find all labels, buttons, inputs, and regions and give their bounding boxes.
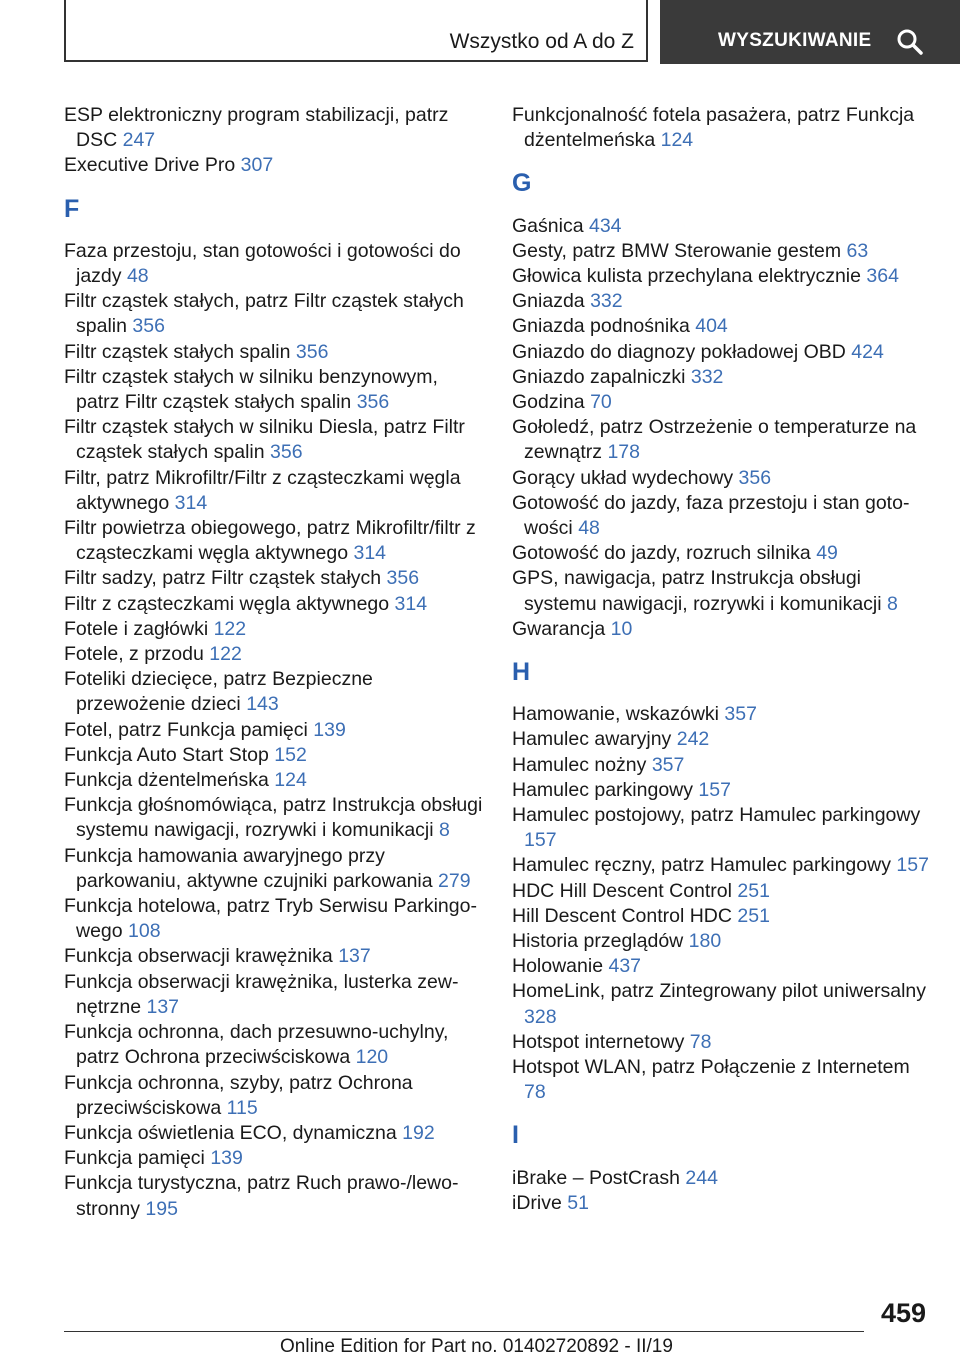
index-entry	[512, 1166, 932, 1191]
index-entry-page-link[interactable]: 356	[386, 567, 420, 590]
index-entry-page-link[interactable]: 120	[355, 1046, 389, 1069]
index-entry	[64, 1071, 484, 1121]
index-entry-text: Hamulec awaryjny	[512, 728, 672, 751]
index-entry-page-link[interactable]: 143	[246, 693, 279, 716]
index-entry-text: Fotele, z przodu	[64, 643, 204, 666]
index-entry-text: Gniazda podnośnika	[512, 315, 690, 338]
index-entry	[64, 239, 484, 289]
index-entry-page-link[interactable]: 434	[588, 214, 622, 237]
index-entry-text: Gniazdo do diagnozy pokładowej OBD	[512, 340, 846, 363]
index-entry-text: Filtr z cząsteczkami węgla aktywnego	[64, 592, 390, 615]
index-entry-page-link[interactable]: 356	[295, 340, 329, 363]
index-entry-text: Funkcja hamowania awaryjnego przy parkowaniu, aktywne czujniki parkowania	[64, 844, 433, 892]
index-entry-page-link[interactable]: 70	[590, 391, 612, 414]
index-entry-page-link[interactable]: 424	[851, 340, 884, 363]
index-entry-page-link[interactable]: 51	[567, 1191, 589, 1214]
index-entry	[512, 415, 932, 465]
index-entry	[512, 491, 932, 541]
index-entry	[64, 970, 484, 1020]
index-entry	[64, 566, 484, 591]
index-entry-page-link[interactable]: 122	[209, 643, 242, 666]
index-entry	[512, 264, 932, 289]
index-entry-page-link[interactable]: 78	[524, 1081, 546, 1104]
index-entry-text: Historia przeglądów	[512, 930, 684, 953]
index-entry-page-link[interactable]: 357	[651, 753, 685, 776]
index-entry-page-link[interactable]: 124	[660, 129, 694, 152]
index-entry	[512, 617, 932, 642]
index-entry-text: Funkcja hotelowa, patrz Tryb Serwisu Parkingowego	[64, 895, 477, 943]
search-tab[interactable]	[660, 0, 960, 64]
index-entry	[512, 979, 932, 1029]
header-section-tab[interactable]	[64, 0, 648, 62]
index-entry	[512, 390, 932, 415]
index-entry	[512, 103, 932, 153]
index-entry-page-link[interactable]: 437	[608, 955, 642, 978]
index-entry-page-link[interactable]: 332	[590, 290, 623, 313]
index-entry-page-link[interactable]: 180	[688, 930, 722, 953]
index-entry	[64, 153, 484, 178]
index-entry-text: Gniazda	[512, 290, 585, 313]
index-entry-page-link[interactable]: 251	[737, 904, 770, 927]
search-label: WYSZUKIWANIE	[718, 30, 872, 51]
index-entry	[64, 289, 484, 339]
index-entry-page-link[interactable]: 122	[213, 617, 247, 640]
index-entry	[64, 103, 484, 153]
index-entry-text: Gwarancja	[512, 617, 606, 640]
index-entry	[64, 894, 484, 944]
index-entry-page-link[interactable]: 115	[226, 1096, 258, 1119]
index-entry	[64, 1171, 484, 1221]
index-entry-text: Hotspot WLAN, patrz Połączenie z Internetem	[512, 1056, 910, 1079]
index-entry-page-link[interactable]: 8	[439, 819, 450, 842]
index-entry	[64, 516, 484, 566]
index-entry-text: Foteliki dziecięce, patrz Bezpieczne przewożenie dzieci	[64, 668, 373, 716]
index-entry-text: Gniazdo zapalniczki	[512, 365, 686, 388]
index-entry	[512, 239, 932, 264]
index-entry	[512, 904, 932, 929]
index-entry	[512, 803, 932, 853]
index-entry	[64, 1020, 484, 1070]
index-entry	[512, 853, 932, 878]
index-entry-text: Funkcja oświetlenia ECO, dynamiczna	[64, 1121, 397, 1144]
index-entry-text: Hamulec postojowy, patrz Hamulec parkingowy	[512, 804, 921, 827]
index-entry-text: Filtr sadzy, patrz Filtr cząstek stałych	[64, 567, 382, 590]
index-entry-text: iDrive	[512, 1191, 562, 1214]
index-entry	[512, 1030, 932, 1055]
index-entry-text: Hotspot internetowy	[512, 1030, 685, 1053]
index-entry	[512, 314, 932, 339]
index-entry-text: iBrake – PostCrash	[512, 1166, 680, 1189]
index-entry-page-link[interactable]: 314	[394, 592, 428, 615]
index-entry-text: Gołoledź, patrz Ostrzeżenie o temperaturze na zewnątrz	[512, 416, 917, 464]
search-icon	[896, 28, 924, 56]
index-entry-text: Holowanie	[512, 955, 604, 978]
index-entry-page-link[interactable]: 108	[128, 920, 161, 943]
index-entry-page-link[interactable]: 178	[607, 441, 640, 464]
index-letter-heading: H	[512, 658, 531, 687]
page-number: 459	[880, 1298, 926, 1328]
index-entry-text: Gotowość do jazdy, rozruch silnika	[512, 542, 811, 565]
index-entry-text: HDC Hill Descent Control	[512, 879, 732, 902]
index-entry-text: Hamowanie, wskazówki	[512, 703, 719, 726]
index-entry-page-link[interactable]: 244	[685, 1166, 718, 1189]
index-letter-heading: I	[512, 1121, 519, 1150]
index-entry	[512, 214, 932, 239]
index-entry-text: Funkcja obserwacji krawężnika, lusterka zewnętrzne	[64, 970, 459, 1018]
index-letter-heading: F	[64, 194, 80, 223]
index-entry	[512, 1191, 932, 1216]
index-entry	[64, 718, 484, 743]
index-entry-text: Filtr cząstek stałych w silniku Diesla, patrz Filtr cząstek stałych spalin	[64, 416, 465, 464]
index-entry-text: Hill Descent Control HDC	[512, 904, 732, 927]
index-entry	[512, 702, 932, 727]
index-entry	[512, 466, 932, 491]
index-entry	[64, 944, 484, 969]
index-entry	[64, 768, 484, 793]
index-entry-page-link[interactable]: 192	[402, 1121, 435, 1144]
index-entry-text: Fotele i zagłówki	[64, 617, 209, 640]
index-entry-text: Filtr cząstek stałych spalin	[64, 340, 291, 363]
index-entry-text: Filtr cząstek stałych, patrz Filtr cząstek stałych spalin	[64, 290, 464, 338]
index-entry-text: Filtr, patrz Mikrofiltr/Filtr z cząsteczkami węgla aktywnego	[64, 466, 461, 514]
index-column-right	[512, 103, 932, 1216]
index-entry	[64, 667, 484, 717]
index-entry-text: Gorący układ wydechowy	[512, 466, 734, 489]
index-entry-text: Gesty, patrz BMW Sterowanie gestem	[512, 239, 842, 262]
index-entry-page-link[interactable]: 251	[737, 879, 770, 902]
index-entry-page-link[interactable]: 157	[524, 829, 557, 852]
index-entry-page-link[interactable]: 152	[274, 743, 307, 766]
index-entry-text: GPS, nawigacja, patrz Instrukcja obsługi systemu nawigacji, rozrywki i komunikacji	[512, 567, 882, 615]
index-entry-page-link[interactable]: 279	[438, 869, 471, 892]
index-entry-text: Funkcja obserwacji krawężnika	[64, 945, 333, 968]
index-entry-page-link[interactable]: 356	[270, 441, 303, 464]
index-entry-page-link[interactable]: 357	[724, 703, 757, 726]
index-entry-text: Hamulec parkingowy	[512, 778, 693, 801]
index-column-left	[64, 103, 484, 1222]
index-entry	[512, 778, 932, 803]
footer-edition: Online Edition for Part no. 01402720892 - II/19	[280, 1336, 673, 1357]
index-entry-page-link[interactable]: 78	[689, 1030, 712, 1053]
index-entry-text: HomeLink, patrz Zintegrowany pilot uniwersalny	[512, 980, 927, 1003]
index-entry	[512, 954, 932, 979]
index-entry-page-link[interactable]: 139	[210, 1147, 243, 1170]
index-entry-page-link[interactable]: 157	[896, 854, 929, 877]
index-entry-page-link[interactable]: 157	[698, 778, 731, 801]
index-entry-text: Filtr cząstek stałych w silniku benzynowym, patrz Filtr cząstek stałych spalin	[64, 365, 438, 414]
index-entry-page-link[interactable]: 247	[122, 129, 156, 152]
index-entry-page-link[interactable]: 242	[676, 728, 710, 751]
index-entry-text: Filtr powietrza obiegowego, patrz Mikrofiltr/filtr z cząsteczkami węgla aktywnego	[64, 517, 476, 565]
index-entry	[512, 289, 932, 314]
index-entry-page-link[interactable]: 139	[313, 718, 346, 741]
index-entry	[64, 466, 484, 516]
index-entry-page-link[interactable]: 137	[338, 945, 371, 968]
index-entry	[64, 642, 484, 667]
index-entry-text: Faza przestoju, stan gotowości i gotowości do jazdy	[64, 239, 461, 287]
index-entry	[512, 929, 932, 954]
index-entry-page-link[interactable]: 332	[690, 365, 724, 388]
index-entry	[512, 753, 932, 778]
index-entry-text: Funkcjonalność fotela pasażera, patrz Funkcja dżentelmeńska	[512, 104, 915, 152]
index-entry	[64, 415, 484, 465]
index-entry-page-link[interactable]: 356	[356, 391, 390, 414]
index-entry-text: Hamulec nożny	[512, 753, 647, 776]
index-entry	[64, 340, 484, 365]
index-entry	[64, 793, 484, 843]
index-entry-page-link[interactable]: 137	[146, 995, 180, 1018]
index-entry-text: Executive Drive Pro	[64, 154, 236, 177]
index-entry-page-link[interactable]: 195	[145, 1197, 178, 1220]
index-entry-text: Fotel, patrz Funkcja pamięci	[64, 718, 308, 741]
section-title: Wszystko od A do Z	[449, 30, 634, 53]
index-entry-text: ESP elektroniczny program stabilizacji, patrz DSC	[64, 104, 449, 152]
index-letter-heading: G	[512, 169, 532, 198]
index-entry-page-link[interactable]: 8	[887, 592, 898, 615]
index-entry	[64, 1146, 484, 1171]
index-entry-text: Gotowość do jazdy, faza przestoju i stan gotowości	[512, 491, 910, 540]
index-entry-text: Gaśnica	[512, 214, 584, 237]
index-entry-page-link[interactable]: 63	[846, 239, 869, 262]
index-entry-page-link[interactable]: 48	[126, 265, 149, 287]
index-entry	[512, 340, 932, 365]
index-entry-page-link[interactable]: 404	[695, 315, 728, 338]
index-entry-text: Głowica kulista przechylana elektrycznie	[512, 265, 861, 287]
footer-divider	[64, 1331, 864, 1332]
index-entry-page-link[interactable]: 314	[174, 491, 208, 514]
index-entry	[512, 365, 932, 390]
index-entry	[512, 879, 932, 904]
index-entry	[512, 1055, 932, 1105]
index-entry	[512, 566, 932, 616]
index-entry	[512, 727, 932, 752]
index-entry	[64, 365, 484, 415]
index-entry	[64, 844, 484, 894]
index-entry-page-link[interactable]: 48	[578, 517, 600, 540]
index-entry-page-link[interactable]: 356	[132, 315, 165, 338]
index-entry-page-link[interactable]: 10	[610, 617, 633, 640]
index-entry-page-link[interactable]: 314	[353, 542, 387, 565]
index-entry-page-link[interactable]: 364	[866, 265, 899, 287]
index-entry	[64, 617, 484, 642]
index-entry	[64, 743, 484, 768]
index-entry-page-link[interactable]: 307	[240, 154, 274, 177]
index-entry-text: Funkcja ochronna, dach przesuwno-uchylny, patrz Ochrona przeciwściskowa	[64, 1021, 449, 1069]
index-entry-text: Hamulec ręczny, patrz Hamulec parkingowy	[512, 854, 891, 877]
index-entry-text: Godzina	[512, 391, 585, 414]
index-entry-text: Funkcja dżentelmeńska	[64, 769, 269, 792]
index-entry-text: Funkcja ochronna, szyby, patrz Ochrona przeciwściskowa	[64, 1071, 413, 1119]
index-entry-page-link[interactable]: 49	[816, 542, 838, 565]
index-entry-text: Funkcja pamięci	[64, 1147, 205, 1170]
index-entry	[64, 1121, 484, 1146]
index-entry	[512, 541, 932, 566]
index-entry-page-link[interactable]: 124	[274, 769, 307, 792]
index-entry-text: Funkcja turystyczna, patrz Ruch prawo-/lewostronny	[64, 1172, 459, 1220]
index-entry-page-link[interactable]: 328	[524, 1005, 557, 1028]
index-entry	[64, 592, 484, 617]
index-entry-page-link[interactable]: 356	[738, 466, 772, 489]
index-entry-text: Funkcja Auto Start Stop	[64, 743, 269, 766]
index-entry-text: Funkcja głośnomówiąca, patrz Instrukcja obsługi systemu nawigacji, rozrywki i komunikacji	[64, 794, 483, 842]
